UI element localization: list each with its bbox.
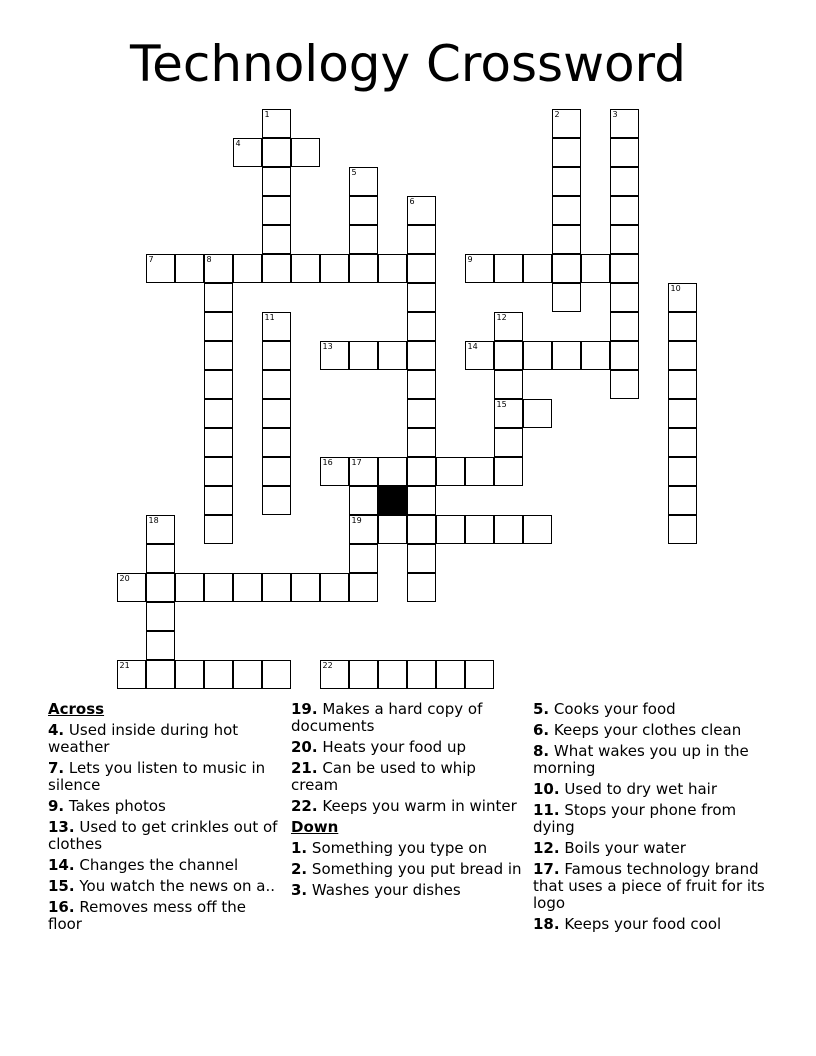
clue-item (291, 861, 523, 878)
grid-cell[interactable] (465, 457, 494, 486)
crossword-grid (117, 109, 717, 699)
clue-number: 18 (148, 515, 159, 525)
clue-item (533, 722, 773, 739)
grid-cell[interactable] (552, 225, 581, 254)
grid-cell[interactable] (407, 544, 436, 573)
clue-number: 15 (496, 399, 507, 409)
grid-cell[interactable] (552, 283, 581, 312)
grid-cell[interactable] (320, 573, 349, 602)
grid-cell[interactable] (668, 283, 697, 312)
grid-cell[interactable] (407, 254, 436, 283)
grid-cell[interactable] (204, 486, 233, 515)
clue-number: 21 (119, 660, 130, 670)
clue-item-number: 11. (533, 801, 560, 819)
clue-item (291, 798, 523, 815)
clue-item-text: Used to get crinkles out of clothes (48, 818, 278, 853)
grid-cell[interactable] (494, 428, 523, 457)
clue-item-text: Washes your dishes (311, 881, 461, 899)
grid-cell[interactable] (349, 573, 378, 602)
grid-cell[interactable] (378, 515, 407, 544)
clue-item-number: 2. (291, 860, 308, 878)
clue-number: 17 (351, 457, 362, 467)
grid-cell[interactable] (262, 428, 291, 457)
clue-item-number: 3. (291, 881, 308, 899)
clue-number: 14 (467, 341, 478, 351)
clue-item-number: 10. (533, 780, 560, 798)
grid-cell[interactable] (407, 283, 436, 312)
clue-item (533, 802, 773, 836)
grid-cell[interactable] (407, 341, 436, 370)
clue-item-number: 6. (533, 721, 550, 739)
clue-number: 20 (119, 573, 130, 583)
grid-cell[interactable] (262, 138, 291, 167)
grid-cell[interactable] (349, 515, 378, 544)
grid-cell[interactable] (436, 515, 465, 544)
grid-cell[interactable] (407, 486, 436, 515)
clue-column-3 (533, 701, 773, 937)
clue-item-number: 13. (48, 818, 75, 836)
grid-cell[interactable] (349, 457, 378, 486)
clue-number: 22 (322, 660, 333, 670)
grid-cell[interactable] (668, 457, 697, 486)
clue-item-text: Famous technology brand that uses a piece of fruit for its logo (533, 860, 765, 912)
down-heading: Down (291, 818, 339, 836)
grid-cell[interactable] (552, 254, 581, 283)
grid-cell[interactable] (291, 254, 320, 283)
grid-cell[interactable] (204, 428, 233, 457)
black-cell (378, 486, 407, 515)
grid-cell[interactable] (407, 428, 436, 457)
clue-number: 1 (264, 109, 270, 119)
grid-cell[interactable] (146, 660, 175, 689)
clue-item (291, 701, 523, 735)
clue-item-number: 4. (48, 721, 65, 739)
grid-cell[interactable] (610, 109, 639, 138)
grid-cell[interactable] (494, 515, 523, 544)
grid-cell[interactable] (494, 312, 523, 341)
clue-item (291, 739, 523, 756)
grid-cell[interactable] (407, 457, 436, 486)
clue-item-number: 5. (533, 700, 550, 718)
clue-item-number: 14. (48, 856, 75, 874)
grid-cell[interactable] (378, 660, 407, 689)
clue-item-text: You watch the news on a.. (79, 877, 275, 895)
clue-column-1 (48, 701, 280, 937)
grid-cell[interactable] (378, 254, 407, 283)
puzzle-title: Technology Crossword (130, 35, 686, 93)
clue-item-text: Used inside during hot weather (48, 721, 239, 756)
clue-item-text: Used to dry wet hair (564, 780, 718, 798)
grid-cell[interactable] (581, 341, 610, 370)
grid-cell[interactable] (668, 486, 697, 515)
grid-cell[interactable] (262, 457, 291, 486)
clue-item-number: 17. (533, 860, 560, 878)
grid-cell[interactable] (262, 660, 291, 689)
clue-number: 13 (322, 341, 333, 351)
grid-cell[interactable] (262, 167, 291, 196)
grid-cell[interactable] (262, 196, 291, 225)
grid-cell[interactable] (668, 312, 697, 341)
clue-number: 8 (206, 254, 212, 264)
grid-cell[interactable] (146, 254, 175, 283)
grid-cell[interactable] (581, 254, 610, 283)
grid-cell[interactable] (436, 457, 465, 486)
grid-cell[interactable] (146, 573, 175, 602)
grid-cell[interactable] (117, 573, 146, 602)
grid-cell[interactable] (349, 225, 378, 254)
grid-cell[interactable] (204, 283, 233, 312)
grid-cell[interactable] (146, 515, 175, 544)
clue-item-text: Cooks your food (553, 700, 676, 718)
grid-cell[interactable] (146, 602, 175, 631)
clue-item (533, 743, 773, 777)
grid-cell[interactable] (262, 573, 291, 602)
grid-cell[interactable] (494, 399, 523, 428)
grid-cell[interactable] (407, 660, 436, 689)
grid-cell[interactable] (552, 196, 581, 225)
clue-item-text: Keeps your clothes clean (553, 721, 742, 739)
grid-cell[interactable] (291, 138, 320, 167)
clue-number: 2 (554, 109, 560, 119)
grid-cell[interactable] (320, 254, 349, 283)
clue-item-text: What wakes you up in the morning (533, 742, 749, 777)
clue-number: 4 (235, 138, 241, 148)
grid-cell[interactable] (204, 312, 233, 341)
clue-item (533, 916, 773, 933)
clue-item-number: 7. (48, 759, 65, 777)
clue-item-number: 16. (48, 898, 75, 916)
grid-cell[interactable] (552, 109, 581, 138)
grid-cell[interactable] (204, 573, 233, 602)
grid-cell[interactable] (262, 370, 291, 399)
grid-cell[interactable] (349, 544, 378, 573)
clue-number: 11 (264, 312, 275, 322)
clue-item (533, 781, 773, 798)
grid-cell[interactable] (204, 254, 233, 283)
grid-cell[interactable] (204, 399, 233, 428)
grid-cell[interactable] (465, 660, 494, 689)
clue-number: 16 (322, 457, 333, 467)
grid-cell[interactable] (668, 515, 697, 544)
grid-cell[interactable] (523, 399, 552, 428)
clue-item-text: Heats your food up (322, 738, 466, 756)
grid-cell[interactable] (175, 254, 204, 283)
clue-item (48, 819, 280, 853)
clue-number: 12 (496, 312, 507, 322)
grid-cell[interactable] (610, 138, 639, 167)
clue-number: 7 (148, 254, 154, 264)
grid-cell[interactable] (349, 660, 378, 689)
clue-item-number: 22. (291, 797, 318, 815)
grid-cell[interactable] (407, 196, 436, 225)
clue-item-text: Removes mess off the floor (48, 898, 246, 933)
across-heading: Across (48, 700, 105, 718)
clue-item (533, 861, 773, 912)
grid-cell[interactable] (233, 138, 262, 167)
grid-cell[interactable] (262, 109, 291, 138)
clue-item-text: Stops your phone from dying (533, 801, 737, 836)
grid-cell[interactable] (552, 167, 581, 196)
clue-item (48, 760, 280, 794)
grid-cell[interactable] (262, 341, 291, 370)
clue-item (48, 857, 280, 874)
clue-number: 6 (409, 196, 415, 206)
grid-cell[interactable] (610, 283, 639, 312)
grid-cell[interactable] (610, 370, 639, 399)
grid-cell[interactable] (610, 312, 639, 341)
grid-cell[interactable] (494, 341, 523, 370)
clue-item-text: Something you type on (311, 839, 488, 857)
grid-cell[interactable] (117, 660, 146, 689)
grid-cell[interactable] (349, 341, 378, 370)
clue-item-number: 20. (291, 738, 318, 756)
grid-cell[interactable] (233, 573, 262, 602)
grid-cell[interactable] (407, 399, 436, 428)
grid-cell[interactable] (349, 254, 378, 283)
grid-cell[interactable] (378, 341, 407, 370)
clue-item-text: Keeps your food cool (564, 915, 722, 933)
grid-cell[interactable] (523, 254, 552, 283)
grid-cell[interactable] (407, 370, 436, 399)
grid-cell[interactable] (668, 428, 697, 457)
grid-cell[interactable] (349, 486, 378, 515)
grid-cell[interactable] (204, 370, 233, 399)
clue-item-text: Takes photos (68, 797, 166, 815)
grid-cell[interactable] (610, 254, 639, 283)
clue-item-text: Makes a hard copy of documents (291, 700, 483, 735)
grid-cell[interactable] (610, 225, 639, 254)
grid-cell[interactable] (494, 370, 523, 399)
grid-cell[interactable] (378, 457, 407, 486)
grid-cell[interactable] (175, 573, 204, 602)
clue-item-text: Lets you listen to music in silence (48, 759, 266, 794)
clue-item-text: Keeps you warm in winter (322, 797, 517, 815)
clue-item-number: 19. (291, 700, 318, 718)
grid-cell[interactable] (523, 515, 552, 544)
grid-cell[interactable] (204, 341, 233, 370)
grid-cell[interactable] (407, 573, 436, 602)
clue-item (533, 701, 773, 718)
grid-cell[interactable] (262, 486, 291, 515)
grid-cell[interactable] (436, 660, 465, 689)
clue-number: 9 (467, 254, 473, 264)
grid-cell[interactable] (233, 660, 262, 689)
clue-item (291, 840, 523, 857)
grid-cell[interactable] (610, 341, 639, 370)
grid-cell[interactable] (407, 225, 436, 254)
grid-cell[interactable] (262, 254, 291, 283)
grid-cell[interactable] (552, 341, 581, 370)
clue-item-number: 12. (533, 839, 560, 857)
grid-cell[interactable] (349, 167, 378, 196)
grid-cell[interactable] (291, 573, 320, 602)
grid-cell[interactable] (465, 341, 494, 370)
clue-column-2 (291, 701, 523, 903)
clue-item-number: 21. (291, 759, 318, 777)
clue-item (291, 882, 523, 899)
grid-cell[interactable] (552, 138, 581, 167)
clue-item-number: 9. (48, 797, 65, 815)
clue-item (48, 878, 280, 895)
grid-cell[interactable] (407, 312, 436, 341)
clue-item (48, 722, 280, 756)
grid-cell[interactable] (175, 660, 204, 689)
grid-cell[interactable] (465, 254, 494, 283)
grid-cell[interactable] (668, 341, 697, 370)
grid-cell[interactable] (320, 341, 349, 370)
clue-item-text: Changes the channel (79, 856, 239, 874)
clue-number: 3 (612, 109, 618, 119)
grid-cell[interactable] (204, 457, 233, 486)
grid-cell[interactable] (465, 515, 494, 544)
grid-cell[interactable] (668, 370, 697, 399)
clue-item (533, 840, 773, 857)
clue-item-number: 18. (533, 915, 560, 933)
grid-cell[interactable] (320, 660, 349, 689)
grid-cell[interactable] (610, 196, 639, 225)
clue-number: 10 (670, 283, 681, 293)
grid-cell[interactable] (204, 660, 233, 689)
grid-cell[interactable] (204, 515, 233, 544)
grid-cell[interactable] (349, 196, 378, 225)
grid-cell[interactable] (146, 631, 175, 660)
clue-number: 19 (351, 515, 362, 525)
grid-cell[interactable] (262, 399, 291, 428)
grid-cell[interactable] (668, 399, 697, 428)
grid-cell[interactable] (523, 341, 552, 370)
grid-cell[interactable] (407, 515, 436, 544)
grid-cell[interactable] (494, 457, 523, 486)
grid-cell[interactable] (146, 544, 175, 573)
clue-item-number: 8. (533, 742, 550, 760)
clue-item-text: Something you put bread in (311, 860, 522, 878)
clue-item (48, 899, 280, 933)
grid-cell[interactable] (233, 254, 262, 283)
clue-item-text: Can be used to whip cream (291, 759, 476, 794)
grid-cell[interactable] (262, 225, 291, 254)
grid-cell[interactable] (494, 254, 523, 283)
grid-cell[interactable] (320, 457, 349, 486)
clue-item-number: 15. (48, 877, 75, 895)
clue-item (48, 798, 280, 815)
clue-number: 5 (351, 167, 357, 177)
grid-cell[interactable] (262, 312, 291, 341)
grid-cell[interactable] (610, 167, 639, 196)
clue-item (291, 760, 523, 794)
clue-item-text: Boils your water (564, 839, 686, 857)
clue-item-number: 1. (291, 839, 308, 857)
